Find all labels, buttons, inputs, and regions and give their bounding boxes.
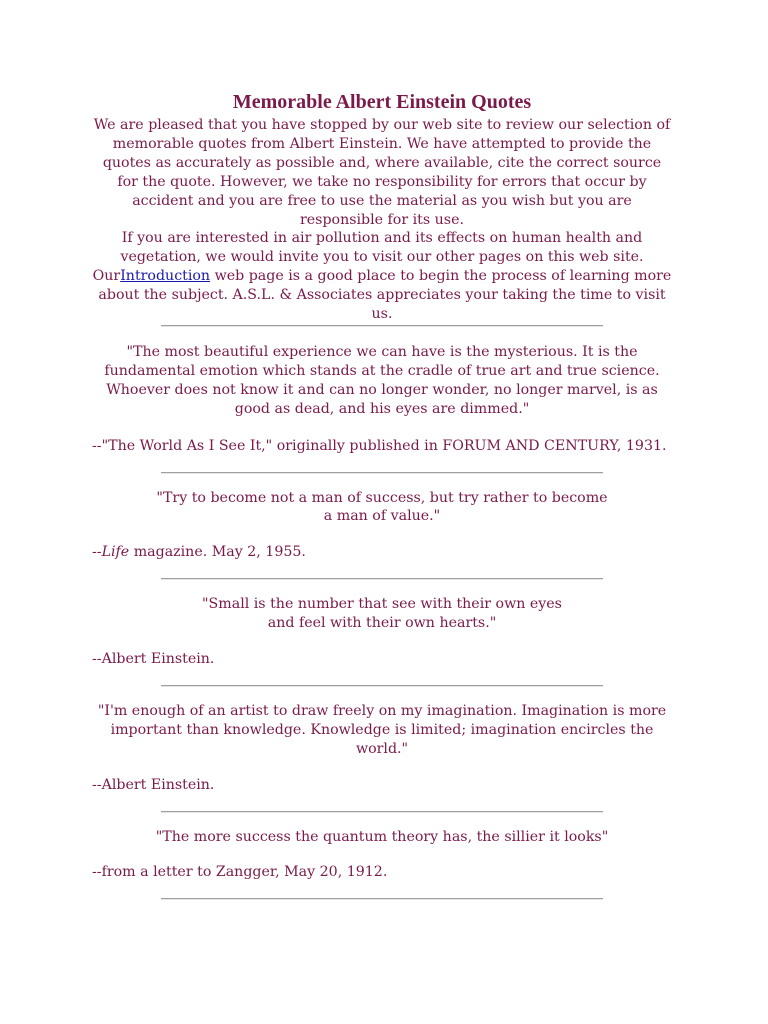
divider — [161, 472, 603, 474]
intro-paragraph: We are pleased that you have stopped by our web site to review our selection of memorable quotes from Albert Einstein. We have attempted to provide the quotes as accurately as possible and, where available, cite the correct source for the quote. However, we take no responsibility for errors that occur by accident and you are free to use the material as you wish but you are responsible for its use. — [93, 117, 671, 228]
quote-4-source: --Albert Einstein. — [92, 776, 215, 793]
quote-2-source — [92, 543, 672, 562]
source-italic-title: Life — [101, 544, 130, 561]
divider — [161, 578, 603, 580]
quote-2-line-1: "Try to become not a man of success, but try rather to become — [156, 489, 608, 506]
document-page — [92, 84, 672, 900]
quote-3 — [92, 595, 672, 633]
quote-2 — [92, 489, 672, 527]
introduction-link[interactable]: Introduction — [120, 268, 211, 285]
divider — [161, 685, 603, 687]
quote-1-source: --"The World As I See It," originally published in FORUM AND CENTURY, 1931. — [92, 437, 667, 454]
divider — [161, 811, 603, 813]
quote-3-line-1: "Small is the number that see with their own eyes — [202, 596, 562, 613]
intro-paragraph-2 — [92, 229, 672, 324]
divider — [161, 898, 603, 900]
divider — [161, 325, 603, 327]
page-title: Memorable Albert Einstein Quotes — [232, 91, 532, 113]
quote-5-source: --from a letter to Zangger, May 20, 1912. — [92, 864, 388, 881]
quote-3-line-2: and feel with their own hearts." — [267, 615, 497, 632]
quote-3-source: --Albert Einstein. — [92, 651, 215, 668]
intro-text-end: web page is a good place to begin the process of learning more about the subject. A.S.L. & Associates appreciates your taking the time to visit us. — [98, 268, 672, 323]
quote-5: "The more success the quantum theory has, the sillier it looks" — [155, 828, 609, 845]
source-rest: magazine. May 2, 1955. — [129, 544, 306, 561]
quote-1: "The most beautiful experience we can have is the mysterious. It is the fundamental emotion which stands at the cradle of true art and true science. Whoever does not know it and can no longer wonder, no longer marvel, is as good as dead, and his eyes are dimmed." — [104, 343, 660, 417]
quote-2-line-2: a man of value." — [323, 508, 441, 525]
source-prefix: -- — [92, 544, 102, 561]
quote-4: "I'm enough of an artist to draw freely on my imagination. Imagination is more important than knowledge. Knowledge is limited; imagination encircles the world." — [97, 702, 667, 757]
intro-text-start: If you are interested in air pollution and its effects on human health and vegetation, we would invite you to visit our other pages on this web site. Our — [92, 230, 644, 285]
